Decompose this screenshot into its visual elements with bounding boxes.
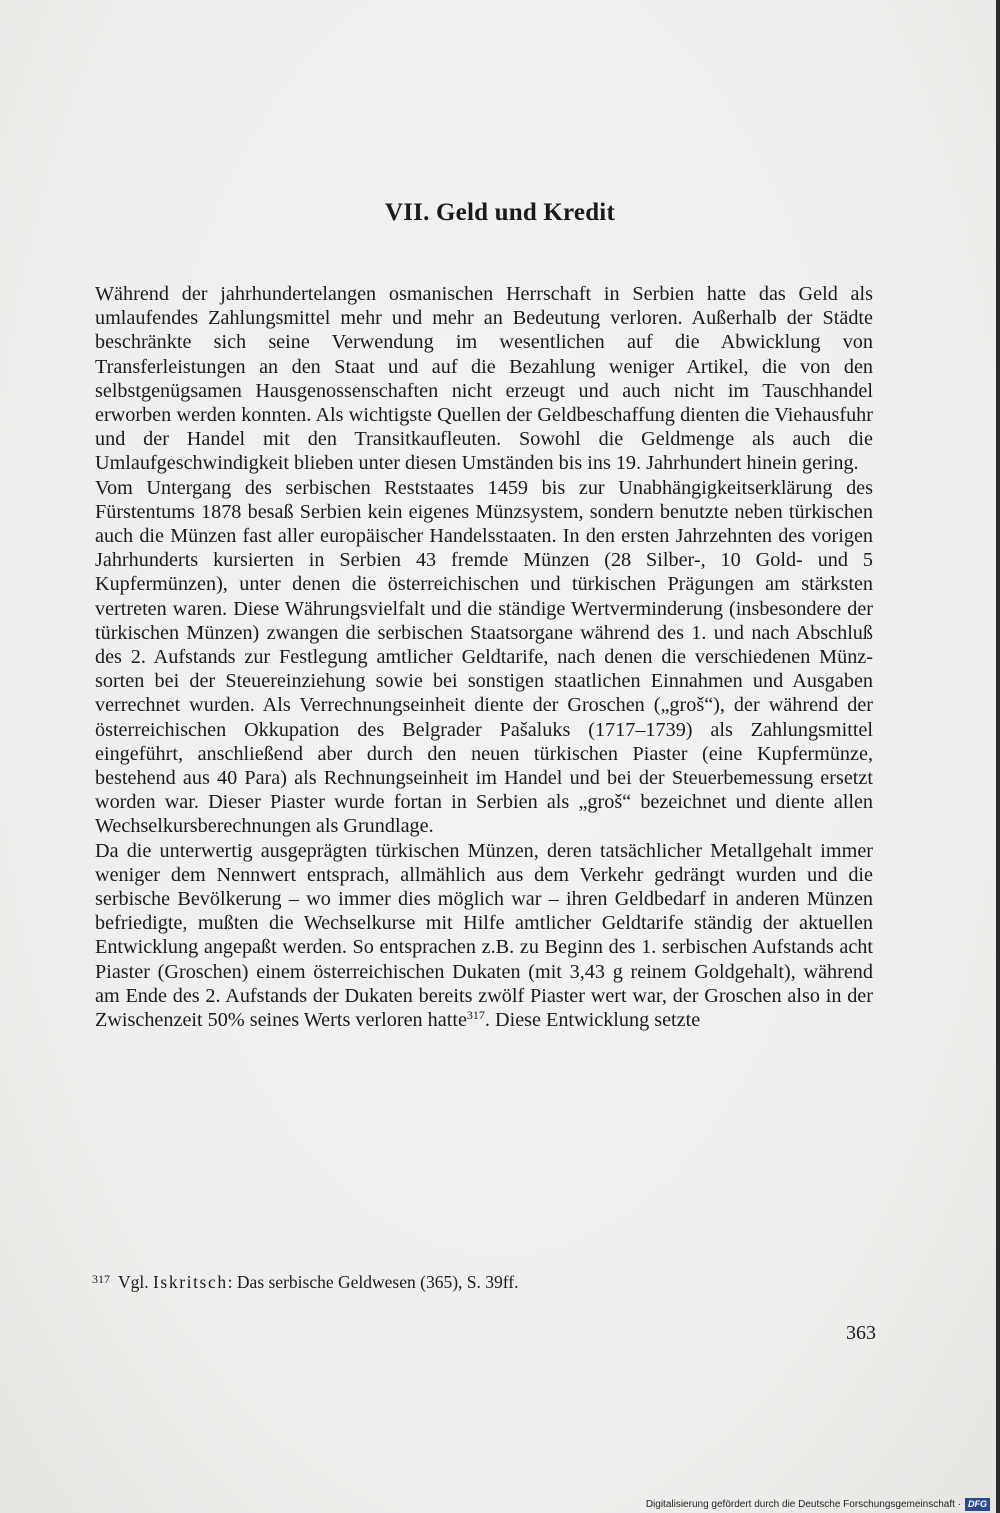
body-text bbox=[95, 282, 873, 1032]
chapter-title: VII. Geld und Kredit bbox=[385, 199, 615, 226]
footnote-prefix: Vgl. bbox=[118, 1272, 149, 1292]
footnote-number: 317 bbox=[92, 1272, 110, 1286]
paragraph-1: Während der jahrhundertelangen osmanischen Herrschaft in Serbien hatte das Geld als umlaufendes Zahlungsmittel mehr und mehr an Bedeutung verloren. Außerhalb der Städte beschränkte sich seine Verwendung im wesentlichen auf die Abwicklung von Transferleistungen an den Staat und auf die Bezahlung weniger Artikel, die von den selbstgenügsamen Hausgenossenschaften nicht erzeugt und auch nicht im Tauschhandel erworben werden konnten. Als wichtigste Quellen der Geldbeschaffung dienten die Viehausfuhr und der Handel mit den Transitkaufleuten. Sowohl die Geldmenge als auch die Umlaufgeschwindigkeit blieben unter diesen Umständen bis ins 19. Jahrhundert hinein gering. bbox=[95, 283, 873, 475]
dfg-logo-icon[interactable]: DFG bbox=[965, 1498, 990, 1511]
digitization-credit-text: Digitalisierung gefördert durch die Deutsche Forschungsgemeinschaft · bbox=[645, 1498, 961, 1510]
digitization-credit bbox=[646, 1497, 990, 1511]
footnote-text: : Das serbische Geldwesen (365), S. 39ff. bbox=[227, 1272, 519, 1292]
page-number: 363 bbox=[846, 1322, 876, 1344]
paragraph-3 bbox=[95, 839, 873, 1033]
paragraph-2: Vom Untergang des serbischen Reststaates 1459 bis zur Unabhängigkeitserklärung des Fürstentums 1878 besaß Serbien kein eigenes Münzsystem, sondern benutzte neben türkischen auch die Münzen fast aller europäischer Handelsstaaten. In den ersten Jahrzehnten des vorigen Jahrhunderts kursierten in Serbien 43 fremde Münzen (28 Silber-, 10 Gold- und 5 Kupfermünzen), unter denen die österreichischen und türkischen Prägungen am stärksten vertreten waren. Diese Währungsvielfalt und die ständige Wertverminderung (insbesondere der türkischen Münzen) zwangen die serbischen Staatsorgane während des 1. und nach Abschluß des 2. Aufstands zur Festlegung amtlicher Geldtarife, nach denen die verschiedenen Münzsorten bei der Steuereinziehung sowie bei sonstigen staatlichen Einnahmen und Ausgaben verrechnet wurden. Als Verrechnungseinheit diente der Groschen („groš“), der während der österreichischen Okkupation des Belgrader Pašaluks (1717–1739) als Zahlungsmittel eingeführt, anschließend aber durch den neuen türkischen Piaster (eine Kupfermünze, bestehend aus 40 Para) als Rechnungseinheit im Handel und bei der Steuerbemessung ersetzt worden war. Dieser Piaster wurde fortan in Serbien als „groš“ bezeichnet und diente allen Wechselkursberechnungen als Grundlage. bbox=[95, 476, 873, 838]
footnote bbox=[92, 1268, 872, 1293]
footnote-author: Iskritsch bbox=[153, 1272, 228, 1292]
footnote-reference[interactable]: 317 bbox=[466, 1008, 485, 1023]
paragraph-3-tail: . Diese Entwicklung setzte bbox=[484, 1009, 701, 1032]
paragraph-3-text: Da die unterwertig ausgeprägten türkischen Münzen, deren tatsächlicher Metallgehalt immer weniger dem Nennwert entsprach, allmählich aus dem Verkehr gedrängt wurden und die serbische Bevölkerung – wo immer dies möglich war – ihren Geldbedarf in anderen Münzen befriedigte, mußten die Wechselkurse mit Hilfe amtlicher Geldtarife ständig der aktuellen Entwicklung angepaßt werden. So entsprachen z.B. zu Beginn des 1. serbischen Aufstands acht Piaster (Groschen) einem österreichischen Dukaten (mit 3,43 g reinem Goldgehalt), während am Ende des 2. Aufstands der Dukaten bereits zwölf Piaster wert war, der Groschen also in der Zwischenzeit 50% seines Werts verloren hatte bbox=[95, 839, 873, 1032]
